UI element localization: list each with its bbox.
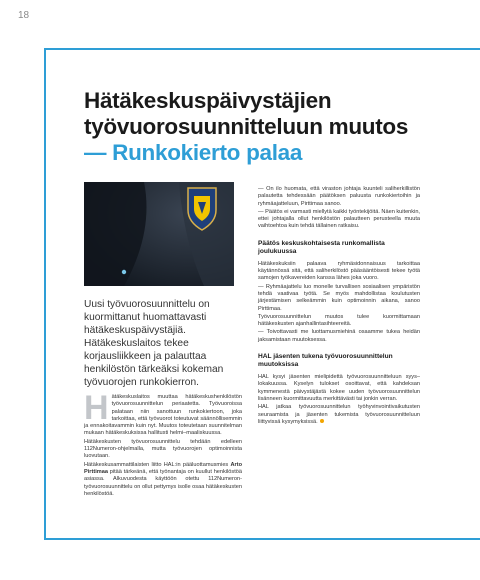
subheading-1: Päätös keskuskohtaisesta runkomallista joulukuussa (258, 239, 385, 255)
frame-top-rule (44, 48, 480, 50)
left-paragraph-1-text: ätäkeskuslaitos muuttaa hätäkeskushenkilöstön työvuorosuunnittelun periaatetta. Työvuoroissa palataan niin sanottuun runkokiertoon, joka tarkoittaa, että työvuorot toteutuvat säännöllisemmin ja ennakoitavammin kuin nyt. Muutos toteutetaan suunnitelman mukaan hätäkeskuksissa hallitusti helmi–maaliskuussa. (84, 394, 242, 437)
drop-cap: H (84, 389, 109, 427)
right-paragraph-2: — Päätös ei varmasti miellytä kaikki työntekijöitä. Näen kuitenkin, ettei johtajalla ollut henkilöstön palautteen perusteella muuta vaihtoehtoa kuin tehdä tällainen ratkaisu. (258, 208, 420, 230)
subheading-2: HAL jäsenten tukena työvuorosuunnittelun muutoksissa (258, 353, 393, 369)
left-paragraph-3-end: pitää tärkeänä, että työnantaja on kuullut henkilöstöä asiassa. Alkuvuodesta käyttöön otettu 112Numeron-työvuorosuunnittelu on ollut pettymys isolle osaa hätäkeskusten henkilöstöä. (84, 468, 242, 497)
title-line-3: — Runkokierto palaa (84, 140, 303, 165)
frame-left-rule (44, 48, 46, 540)
right-paragraph-8 (258, 404, 420, 426)
right-paragraph-8-text: HAL jatkaa työvuorosuunnittelun työhyvinvointivaikutusten seuraamista ja jäsenten tukemista työvuorosuunnitteluun liittyvissä kysymyksissä. (258, 404, 420, 425)
title-line-2: työvuorosuunnitteluun muutos (84, 114, 409, 139)
person-name: Arto Pirttimaa (84, 461, 242, 475)
lead-paragraph: Uusi työvuorosuunnittelu on kuormittanut huomattavasti hätäkeskuspäivystäjiä. Hätäkeskuslaitos tekee korjausliikkeen ja palauttaa henkilöstön tärkeäksi kokeman työvuorojen runkokierron. (84, 299, 224, 388)
right-paragraph-4: — Ryhmäajattelu luo monelle turvallisen sosiaalisen ympäristön tehdä vaativaa työtä. Se myös mahdollistaa koulutusten järjestämisen selkeämmin kuin optimoinnin aikana, sanoo Pirttimaa. (258, 283, 420, 312)
title-line-1: Hätäkeskuspäivystäjien (84, 88, 332, 113)
frame-bottom-rule (44, 538, 480, 540)
right-paragraph-3: Hätäkeskuksiin palaava ryhmäsidonnaisuus tarkoittaa käytännössä sitä, että saliherkilöstö pääsääntöisesti tekee työtä samojen työkavereiden kanssa lähes joka vuoro. (258, 260, 420, 282)
left-paragraph-2: Hätäkeskusten työvuorosuunnittelu tehdään edelleen 112Numeron-ohjelmalla, mutta työvuorojen optimoinnista luovutaan. (84, 438, 242, 460)
right-paragraph-6: — Toivottavasti me luottamusmiehinä osaamme tukea heidän jaksamistaan muutoksessa. (258, 329, 420, 343)
right-column (258, 186, 420, 427)
right-paragraph-5: Työvuorosuunnittelun muutos tulee kuormittamaan hätäkeskusten ajanhallintasihteereitä. (258, 313, 420, 328)
right-paragraph-7: HAL kysyi jäsenten mielipidettä työvuorosuunnitteluun syys–lokakuussa. Kyselyn tulokset osoittavat, että kahdeksan kymmenestä päivystäjästä kokee uuden työvuorosuunnittelun lisänneen kuormittavuutta merkittävästi tai jonkin verran. (258, 374, 420, 402)
left-paragraph-3-start: Hätäkeskusammattilaisten liitto HAL:in pääluottamusmies (84, 461, 231, 468)
left-column (84, 389, 242, 499)
left-paragraph-1 (84, 389, 242, 438)
left-paragraph-3 (84, 462, 242, 498)
page-number: 18 (18, 10, 30, 21)
uniform-sleeve-photo (84, 182, 234, 286)
article-end-marker (320, 419, 324, 423)
article-title (84, 88, 464, 166)
right-paragraph-1: — On ilo huomata, että viraston johtaja kuunteli saliherkillistön palautetta tehdessään päätöksen paluusta runkokiertoihin ja ryhmäajatteluun, Pirttimaa sanoo. (258, 186, 420, 207)
